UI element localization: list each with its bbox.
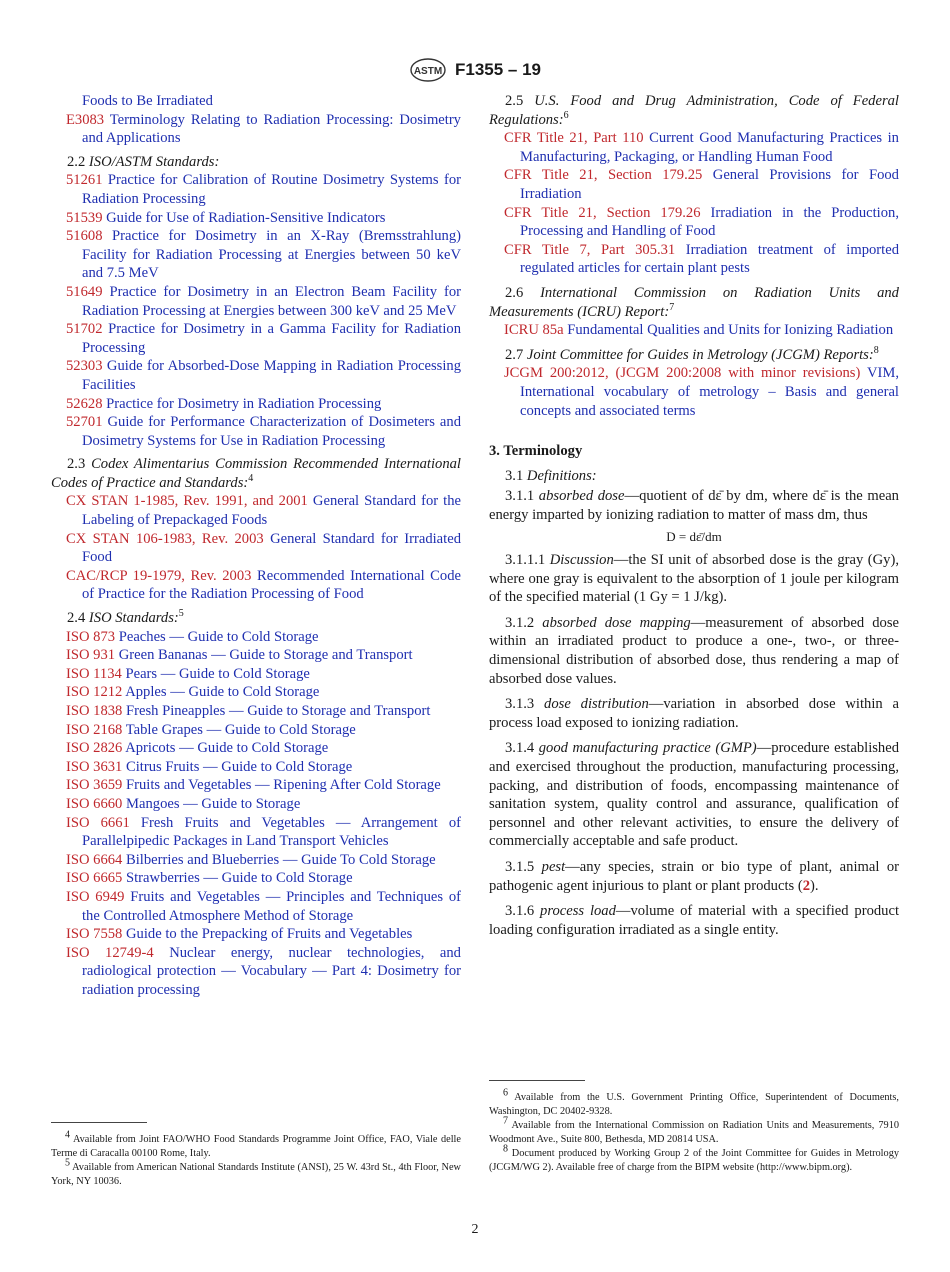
reference-title[interactable]: Bilberries and Blueberries — Guide To Cold Storage	[126, 851, 436, 868]
footnotes-left	[51, 1129, 461, 1189]
reference-title[interactable]: Current Good Manufacturing Practices in Manufacturing, Packaging, or Handling Human Food	[520, 130, 899, 165]
reference-code[interactable]: ISO 1212	[66, 684, 123, 701]
reference-title[interactable]: Practice for Calibration of Routine Dosimetry Systems for Radiation Processing	[82, 172, 461, 207]
reference-title[interactable]: Irradiation treatment of imported regulated articles for certain plant pests	[520, 241, 899, 277]
footnote: $^7$ Available from the International Commission on Radiation Units and Measurements, 7910 Woodmont Ave., Suite 800, Bethesda, MD 20814 USA.	[489, 1115, 899, 1145]
astm-logo	[409, 57, 447, 83]
reference-code[interactable]: ISO 3631	[66, 758, 123, 775]
reference-entry	[51, 171, 461, 208]
reference-title[interactable]: Apricots — Guide to Cold Storage	[125, 740, 329, 757]
footnote: $^5$ Available from American National Standards Institute (ANSI), 25 W. 43rd St., 4th Floor, New York, NY 10036.	[51, 1157, 461, 1187]
footnote-marker: 5	[178, 608, 184, 620]
reference-title[interactable]: Fresh Pineapples — Guide to Storage and Transport	[126, 703, 431, 719]
reference-entry	[51, 665, 461, 684]
footnote-marker: 6	[563, 109, 569, 121]
section-heading: 2.6 International Commission on Radiation Units and Measurements (ICRU) Report:$^7$	[489, 284, 899, 320]
reference-code[interactable]: 52628	[66, 395, 103, 412]
section-heading: 2.4 ISO Standards:$^5$	[67, 608, 184, 627]
reference-entry	[51, 283, 461, 320]
reference-entry	[51, 944, 461, 1000]
reference-code[interactable]: ISO 6949	[66, 888, 125, 905]
reference-code[interactable]: ISO 1838	[66, 703, 123, 719]
reference-title[interactable]: Citrus Fruits — Guide to Cold Storage	[126, 758, 353, 775]
definition: 3.1.4 good manufacturing practice (GMP)—procedure established and exercised throughout the production, manufacturing processing, packing, and distribution of foods, encompassing maintenance of sanitation system, quality control and assurance, qualification of personnel and other relevant activities, to ensure the delivery of commercially acceptable and safe product.	[489, 740, 899, 850]
reference-code[interactable]: ISO 6664	[66, 851, 123, 868]
reference-entry	[51, 209, 461, 228]
reference-code[interactable]: CFR Title 7, Part 305.31	[504, 241, 676, 258]
reference-entry	[51, 814, 461, 851]
reference-code[interactable]: ICRU 85a	[504, 322, 564, 339]
footnote: $^4$ Available from Joint FAO/WHO Food Standards Programme Joint Office, FAO, Viale delle Terme di Caracalla 00100 Rome, Italy.	[51, 1129, 461, 1159]
reference-code[interactable]: 51608	[66, 228, 103, 245]
reference-title[interactable]: Apples — Guide to Cold Storage	[125, 684, 320, 701]
reference-title[interactable]: Table Grapes — Guide to Cold Storage	[125, 721, 356, 738]
reference-entry	[51, 395, 461, 414]
section-heading: 2.3 Codex Alimentarius Commission Recommended International Codes of Practice and Standards:$^4$	[51, 456, 461, 491]
reference-entry	[51, 888, 461, 925]
reference-entry	[51, 702, 461, 721]
right-column	[489, 92, 899, 946]
reference-entry	[51, 320, 461, 357]
definition: 3.1.2 absorbed dose mapping—measurement of absorbed dose within an irradiated product to produce a one-, two-, or three-dimensional distribution of absorbed dose, thus rendering a map of absorbed dose values.	[489, 614, 899, 687]
reference-title[interactable]: Guide for Absorbed-Dose Mapping in Radiation Processing Facilities	[82, 358, 461, 393]
reference-code[interactable]: ISO 12749-4	[66, 944, 154, 961]
reference-code[interactable]: CFR Title 21, Section 179.26	[504, 204, 701, 221]
reference-title[interactable]: Strawberries — Guide to Cold Storage	[126, 870, 353, 887]
reference-entry	[51, 530, 461, 567]
section-heading: 2.2 ISO/ASTM Standards:	[67, 153, 220, 170]
reference-title[interactable]: General Standard for Irradiated Food	[82, 530, 461, 566]
reference-title[interactable]: Guide for Use of Radiation-Sensitive Indicators	[106, 209, 386, 226]
reference-code[interactable]: ISO 2826	[66, 740, 123, 757]
reference-code[interactable]: CFR Title 21, Part 110	[504, 130, 644, 147]
reference-code[interactable]: E3083	[66, 111, 105, 128]
reference-title[interactable]: Guide for Performance Characterization of Dosimeters and Dosimetry Systems for Use in Radiation Processing	[82, 414, 461, 449]
footnote-marker: 4	[248, 473, 254, 485]
reference-link[interactable]: 2	[802, 877, 810, 894]
reference-entry	[489, 204, 899, 241]
formula: D = dε̄/dm	[666, 529, 722, 545]
section-heading: 2.5 U.S. Food and Drug Administration, Code of Federal Regulations:$^6$	[489, 93, 899, 128]
footnotes-right	[489, 1087, 899, 1176]
reference-entry	[51, 851, 461, 870]
reference-title[interactable]: Nuclear energy, nuclear technologies, and radiological protection — Vocabulary — Part 4: Dosimetry for radiation processing	[82, 944, 461, 998]
reference-entry	[51, 869, 461, 888]
reference-code[interactable]: 51649	[66, 283, 103, 300]
reference-code[interactable]: CAC/RCP 19-1979, Rev. 2003	[66, 567, 252, 584]
reference-title[interactable]: Fruits and Vegetables — Principles and Techniques of the Controlled Atmosphere Method of Storage	[82, 888, 461, 924]
footnote-divider	[51, 1122, 147, 1123]
definition: 3.1.1.1 Discussion—the SI unit of absorbed dose is the gray (Gy), where one gray is equivalent to the absorption of 1 joule per kilogram of the specified material (1 Gy = 1 J/kg).	[489, 552, 899, 606]
reference-entry: Foods to Be Irradiated	[82, 93, 213, 109]
reference-code[interactable]: ISO 1134	[66, 665, 122, 682]
reference-title[interactable]: Mangoes — Guide to Storage	[126, 795, 301, 812]
svg-text:ASTM: ASTM	[413, 66, 443, 77]
reference-title[interactable]: Guide to the Prepacking of Fruits and Vegetables	[126, 926, 413, 943]
reference-entry	[51, 646, 461, 665]
reference-entry	[51, 795, 461, 814]
definition: 3.1.1 absorbed dose—quotient of dε̄ by dm, where dε̄ is the mean energy imparted by ionizing radiation to matter of mass dm, thus	[489, 488, 899, 523]
reference-title[interactable]: Fruits and Vegetables — Ripening After Cold Storage	[126, 777, 441, 794]
reference-title[interactable]: Practice for Dosimetry in a Gamma Facility for Radiation Processing	[82, 321, 461, 356]
reference-entry	[51, 111, 461, 148]
reference-code[interactable]: ISO 6660	[66, 795, 123, 812]
reference-entry	[51, 357, 461, 394]
reference-code[interactable]: 51702	[66, 321, 103, 338]
reference-title[interactable]: Fundamental Qualities and Units for Ionizing Radiation	[567, 322, 894, 339]
reference-entry	[51, 776, 461, 795]
left-column	[51, 92, 461, 1000]
section-heading: 2.7 Joint Committee for Guides in Metrology (JCGM) Reports:$^8$	[505, 344, 879, 363]
footnote-marker: 7	[669, 301, 675, 313]
reference-title[interactable]: Practice for Dosimetry in an Electron Beam Facility for Radiation Processing at Energies between 300 keV and 25 MeV	[82, 283, 461, 319]
reference-entry	[489, 321, 899, 340]
reference-code[interactable]: ISO 3659	[66, 777, 123, 794]
definition: 3.1.3 dose distribution—variation in absorbed dose within a process load exposed to ionizing radiation.	[489, 696, 900, 731]
reference-code[interactable]: 52303	[66, 358, 103, 375]
reference-title[interactable]: Fresh Fruits and Vegetables — Arrangement of Parallelpipedic Packages in Land Transport Vehicles	[82, 814, 461, 850]
reference-title[interactable]: General Provisions for Food Irradiation	[520, 167, 899, 202]
reference-code[interactable]: ISO 2168	[66, 721, 123, 738]
reference-entry	[489, 129, 899, 166]
reference-entry	[51, 739, 461, 758]
reference-entry	[51, 758, 461, 777]
footnote-divider	[489, 1080, 585, 1081]
reference-code[interactable]: ISO 7558	[66, 926, 123, 943]
footnote-marker: 8	[873, 344, 879, 356]
reference-title[interactable]: Recommended International Code of Practice for the Radiation Processing of Food	[82, 567, 461, 603]
reference-code[interactable]: JCGM 200:2012, (JCGM 200:2008 with minor revisions)	[504, 365, 861, 382]
section-title-terminology: 3. Terminology	[489, 443, 583, 460]
reference-entry	[489, 364, 899, 420]
definition: 3.1 Definitions:	[505, 467, 597, 484]
reference-title[interactable]: Practice for Dosimetry in an X-Ray (Bremsstrahlung) Facility for Radiation Processing at Energies between 50 keV and 7.5 MeV	[82, 228, 461, 282]
reference-entry	[51, 925, 461, 944]
reference-code[interactable]: 51539	[66, 209, 103, 226]
reference-title[interactable]: Irradiation in the Production, Processing and Handling of Food	[520, 204, 899, 240]
reference-entry	[51, 721, 461, 740]
reference-code[interactable]: CX STAN 106-1983, Rev. 2003	[66, 530, 264, 547]
reference-entry	[51, 492, 461, 529]
definition: 3.1.5 pest—any species, strain or bio type of plant, animal or pathogenic agent injurious to plant or plant products (2).	[489, 858, 899, 894]
reference-title[interactable]: VIM, International vocabulary of metrology – Basis and general concepts and associated terms	[520, 365, 900, 419]
reference-code[interactable]: CFR Title 21, Section 179.25	[504, 167, 703, 184]
reference-code[interactable]: ISO 6661	[66, 814, 130, 831]
footnote: $^6$ Available from the U.S. Government Printing Office, Superintendent of Documents, Washington, DC 20402-9328.	[489, 1087, 899, 1117]
reference-code[interactable]: ISO 931	[66, 647, 116, 664]
reference-title[interactable]: Pears — Guide to Cold Storage	[125, 665, 310, 682]
reference-entry	[489, 166, 899, 203]
reference-code[interactable]: ISO 6665	[66, 870, 123, 887]
reference-entry	[51, 413, 461, 450]
definition: 3.1.6 process load—volume of material with a specified product loading configuration irradiated as a single entity.	[489, 903, 899, 938]
reference-title[interactable]: Green Bananas — Guide to Storage and Transport	[118, 647, 413, 664]
document-id: F1355 – 19	[454, 60, 541, 79]
reference-title[interactable]: Peaches — Guide to Cold Storage	[118, 628, 319, 645]
reference-title[interactable]: General Standard for the Labeling of Prepackaged Foods	[82, 493, 461, 529]
reference-code[interactable]: 52701	[66, 414, 103, 431]
reference-entry	[51, 227, 461, 283]
reference-entry	[51, 628, 461, 647]
footnote: $^8$ Document produced by Working Group 2 of the Joint Committee for Guides in Metrology (JCGM/WG 2). Available free of charge from the BIPM website (http://www.bipm.org).	[489, 1143, 899, 1173]
reference-code[interactable]: ISO 873	[66, 628, 116, 645]
reference-code[interactable]: 51261	[66, 172, 103, 189]
page-number: 2	[471, 1222, 479, 1237]
reference-entry	[51, 567, 461, 604]
reference-title[interactable]: Practice for Dosimetry in Radiation Processing	[106, 395, 382, 412]
reference-entry	[51, 683, 461, 702]
page-header	[0, 57, 950, 83]
reference-entry	[489, 241, 899, 278]
reference-title[interactable]: Terminology Relating to Radiation Processing: Dosimetry and Applications	[82, 111, 461, 147]
reference-code[interactable]: CX STAN 1-1985, Rev. 1991, and 2001	[66, 493, 308, 510]
